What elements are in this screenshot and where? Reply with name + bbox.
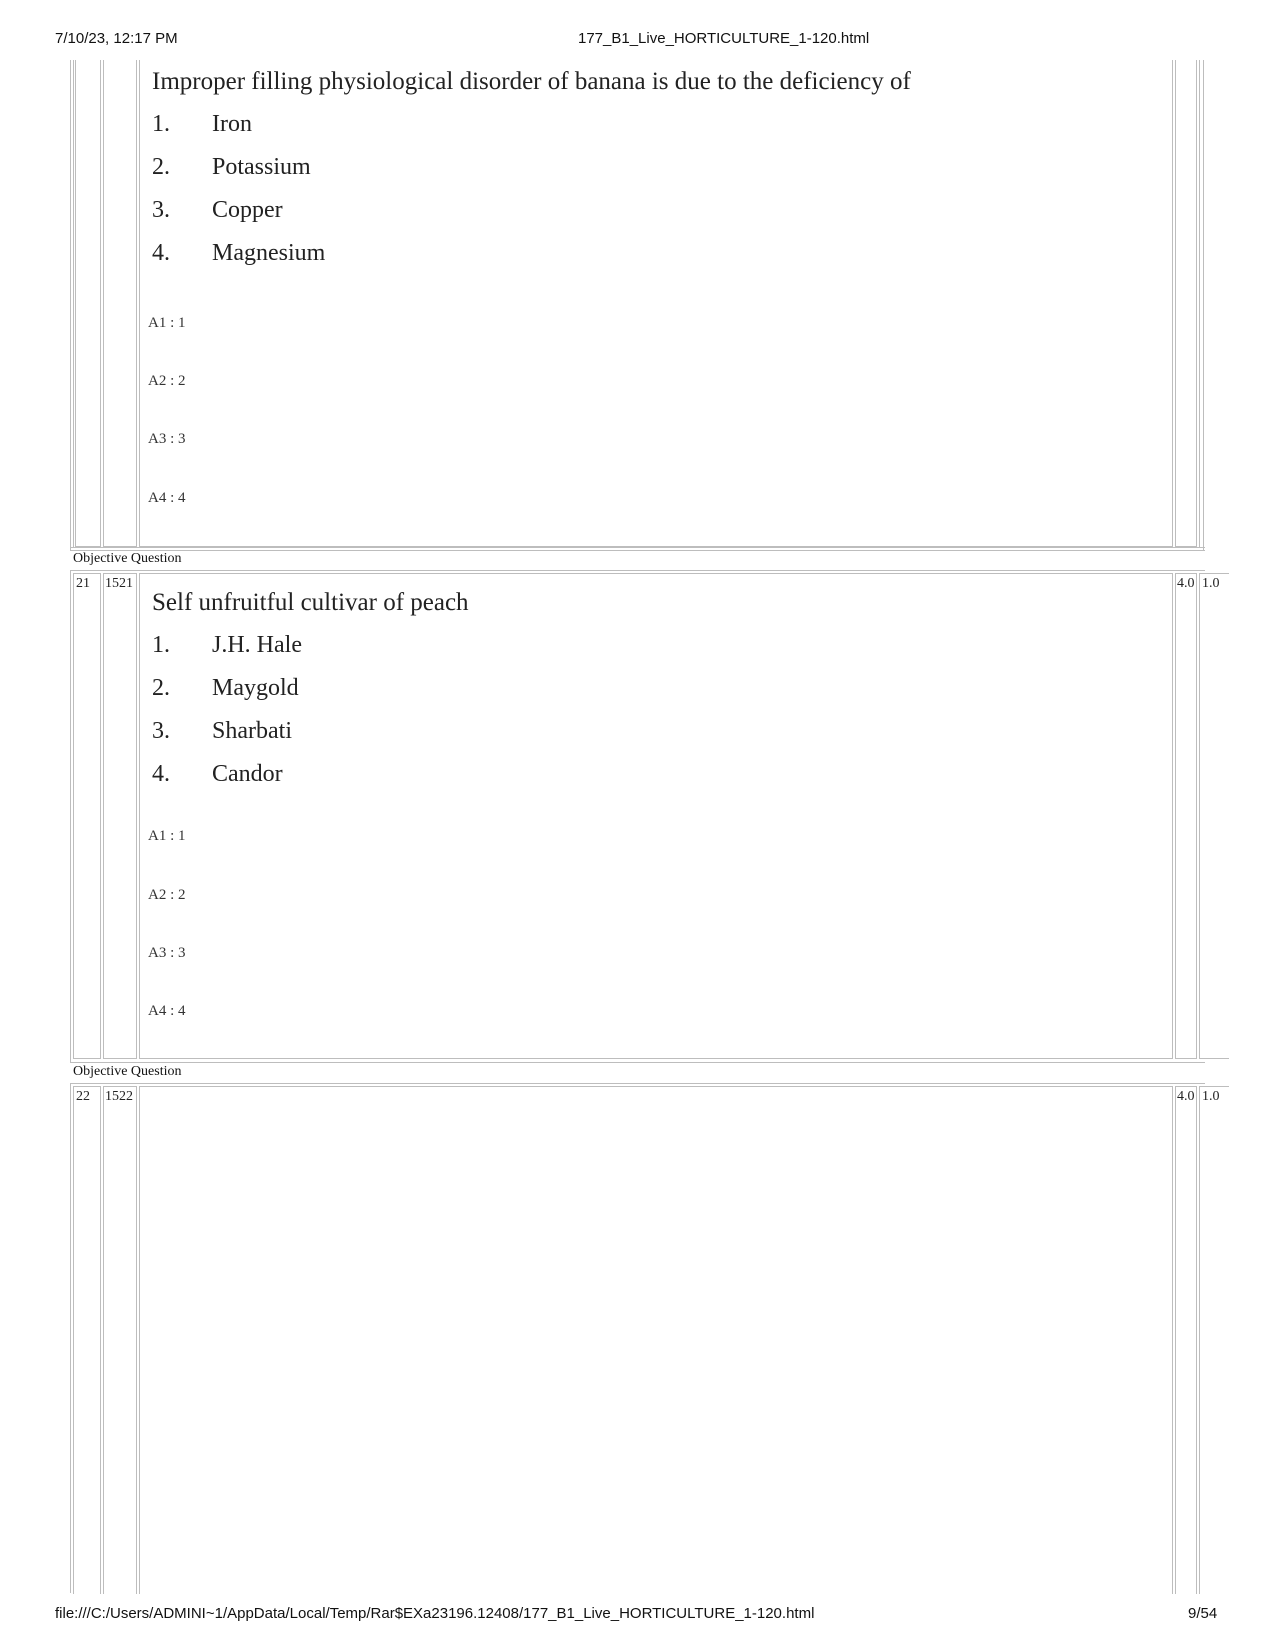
- qid-cell: [103, 1086, 137, 1594]
- negative-marks: 1.0: [1202, 1089, 1220, 1104]
- option-2: [152, 154, 311, 181]
- negative-marks: 1.0: [1202, 576, 1220, 591]
- sno-cell: [75, 60, 101, 547]
- option-text: Maygold: [212, 675, 299, 701]
- answer-1: A1 : 1: [148, 315, 186, 331]
- option-number: 2.: [152, 675, 170, 701]
- option-number: 4.: [152, 761, 170, 787]
- table-border: [70, 1083, 71, 1593]
- table-border: [70, 570, 71, 1062]
- print-title: 177_B1_Live_HORTICULTURE_1-120.html: [578, 30, 870, 47]
- row-divider: [70, 547, 1205, 548]
- question-cell: [139, 60, 1173, 547]
- option-text: J.H. Hale: [212, 632, 302, 658]
- marks-cell: [1175, 60, 1197, 547]
- question-id: 1522: [105, 1089, 133, 1104]
- marks-cell: [1175, 1086, 1197, 1594]
- option-3: [152, 197, 283, 224]
- negative-cell: [1199, 1086, 1229, 1594]
- option-2: [152, 675, 299, 702]
- table-border: [73, 60, 74, 547]
- option-4: [152, 761, 283, 788]
- question-cell: [139, 1086, 1173, 1594]
- row-divider: [70, 1083, 1205, 1084]
- section-label: Objective Question: [73, 1064, 182, 1079]
- option-number: 4.: [152, 240, 170, 266]
- answer-3: A3 : 3: [148, 431, 186, 447]
- row-divider: [70, 570, 1205, 571]
- sno-cell: [73, 1086, 101, 1594]
- option-number: 1.: [152, 111, 170, 137]
- serial-number: 21: [76, 576, 90, 591]
- option-1: [152, 632, 302, 659]
- answer-4: A4 : 4: [148, 1003, 186, 1019]
- option-number: 3.: [152, 718, 170, 744]
- answer-4: A4 : 4: [148, 490, 186, 506]
- answer-2: A2 : 2: [148, 373, 186, 389]
- sno-cell: [73, 573, 101, 1059]
- serial-number: 22: [76, 1089, 90, 1104]
- option-1: [152, 111, 252, 138]
- option-text: Magnesium: [212, 240, 326, 266]
- qid-cell: [103, 573, 137, 1059]
- table-border: [70, 60, 71, 550]
- row-divider: [70, 550, 1205, 551]
- print-page-number: 9/54: [1188, 1605, 1218, 1622]
- answer-3: A3 : 3: [148, 945, 186, 961]
- negative-cell: [1199, 573, 1229, 1059]
- marks-cell: [1175, 573, 1197, 1059]
- table-border: [1203, 60, 1204, 550]
- question-id: 1521: [105, 576, 133, 591]
- qid-cell: [103, 60, 137, 547]
- option-number: 1.: [152, 632, 170, 658]
- question-text: Improper filling physiological disorder of banana is due to the deficiency of: [152, 68, 911, 95]
- marks: 4.0: [1177, 576, 1195, 591]
- marks: 4.0: [1177, 1089, 1195, 1104]
- section-label: Objective Question: [73, 551, 182, 566]
- answer-1: A1 : 1: [148, 828, 186, 844]
- option-3: [152, 718, 292, 745]
- print-datetime: 7/10/23, 12:17 PM: [55, 30, 178, 47]
- row-divider: [70, 1062, 1205, 1063]
- option-text: Copper: [212, 197, 283, 223]
- question-text: Self unfruitful cultivar of peach: [152, 589, 469, 616]
- table-border: [1199, 60, 1200, 547]
- answer-2: A2 : 2: [148, 887, 186, 903]
- print-file-path: file:///C:/Users/ADMINI~1/AppData/Local/Temp/Rar$EXa23196.12408/177_B1_Live_HORTICULTURE_1-120.html: [55, 1605, 815, 1622]
- option-number: 3.: [152, 197, 170, 223]
- option-4: [152, 240, 325, 267]
- option-number: 2.: [152, 154, 170, 180]
- option-text: Candor: [212, 761, 283, 787]
- option-text: Potassium: [212, 154, 311, 180]
- option-text: Iron: [212, 111, 252, 137]
- option-text: Sharbati: [212, 718, 292, 744]
